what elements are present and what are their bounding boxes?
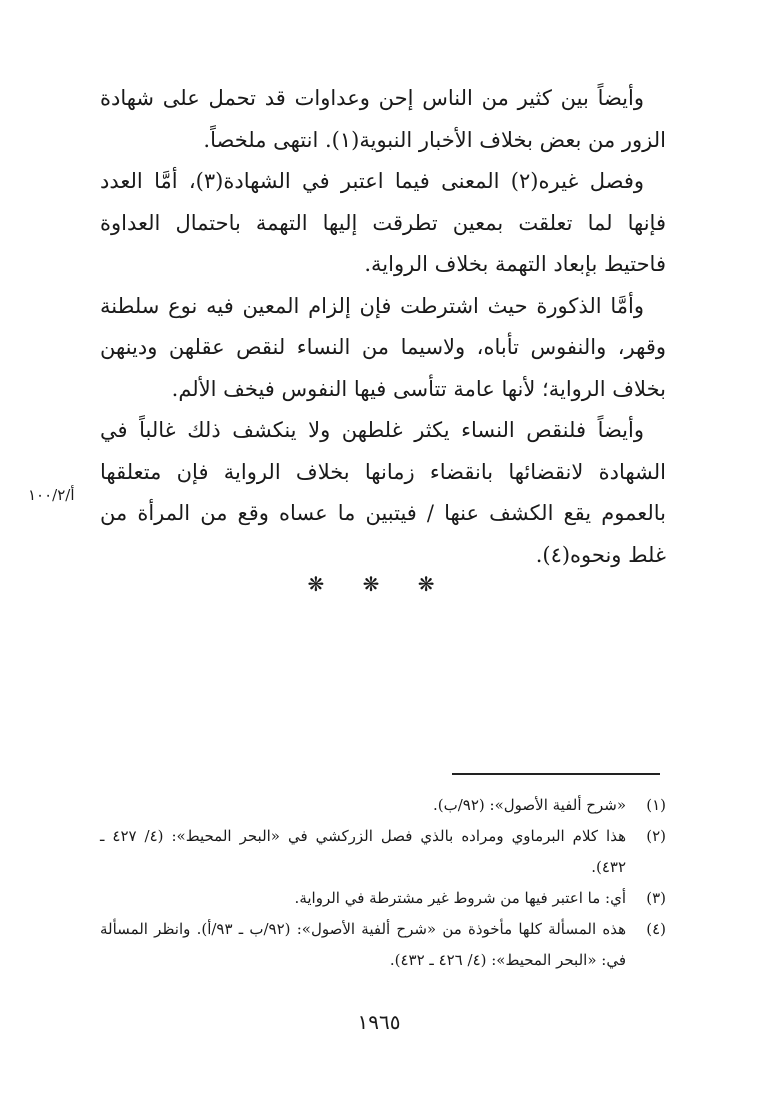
footnote-text: هذا كلام البرماوي ومراده بالذي فصل الزركشي في «البحر المحيط»: (٤/ ٤٢٧ ـ ٤٣٢).	[100, 827, 626, 876]
paragraph: وأمَّا الذكورة حيث اشترطت فإن إلزام المعين فيه نوع سلطنة وقهر، والنفوس تأباه، ولاسيما من النساء لنقص عقلهن ودينهن بخلاف الرواية؛ لأنها عامة تتأسى فيها النفوس فيخف الألم.	[100, 293, 666, 401]
manuscript-folio-note: أ/١٠٠/٢	[28, 486, 75, 504]
paragraph: وفصل غيره(٢) المعنى فيما اعتبر في الشهادة(٣)، أمَّا العدد فإنها لما تعلقت بمعين تطرقت إليها التهمة باحتمال العداوة فاحتيط بإبعاد التهمة بخلاف الرواية.	[100, 169, 666, 276]
footnote-number: (٤)	[646, 920, 666, 938]
footnote-text: هذه المسألة كلها مأخوذة من «شرح ألفية الأصول»: (٩٢/ب ـ ٩٣/أ). وانظر المسألة في: «البحر المحيط»: (٤/ ٤٢٦ ـ ٤٣٢).	[100, 920, 626, 969]
footnote-number: (٣)	[646, 889, 666, 907]
main-text	[100, 78, 666, 576]
footnote-item	[100, 914, 666, 976]
footnote-item	[100, 790, 666, 821]
section-separator-stars: ❋ ❋ ❋	[307, 572, 451, 596]
footnotes	[100, 790, 666, 976]
footnote-number: (٢)	[646, 827, 666, 845]
footnote-item	[100, 883, 666, 914]
paragraph: وأيضاً فلنقص النساء يكثر غلطهن ولا ينكشف ذلك غالباً في الشهادة لانقضائها بانقضاء زمانها بخلاف الرواية فإن متعلقها بالعموم يقع الكشف عنها / فيتبين ما عساه وقع من المرأة من غلط ونحوه(٤).	[100, 418, 666, 567]
page-number: ١٩٦٥	[357, 1010, 401, 1034]
footnote-item	[100, 821, 666, 883]
footnote-separator-line	[452, 773, 660, 775]
footnote-text: «شرح ألفية الأصول»: (٩٢/ب).	[432, 796, 626, 814]
paragraph: وأيضاً بين كثير من الناس إحن وعداوات قد تحمل على شهادة الزور من بعض بخلاف الأخبار النبوية(١). انتهى ملخصاً.	[100, 86, 666, 152]
footnote-text: أي: ما اعتبر فيها من شروط غير مشترطة في الرواية.	[294, 889, 626, 907]
footnote-number: (١)	[646, 796, 666, 814]
